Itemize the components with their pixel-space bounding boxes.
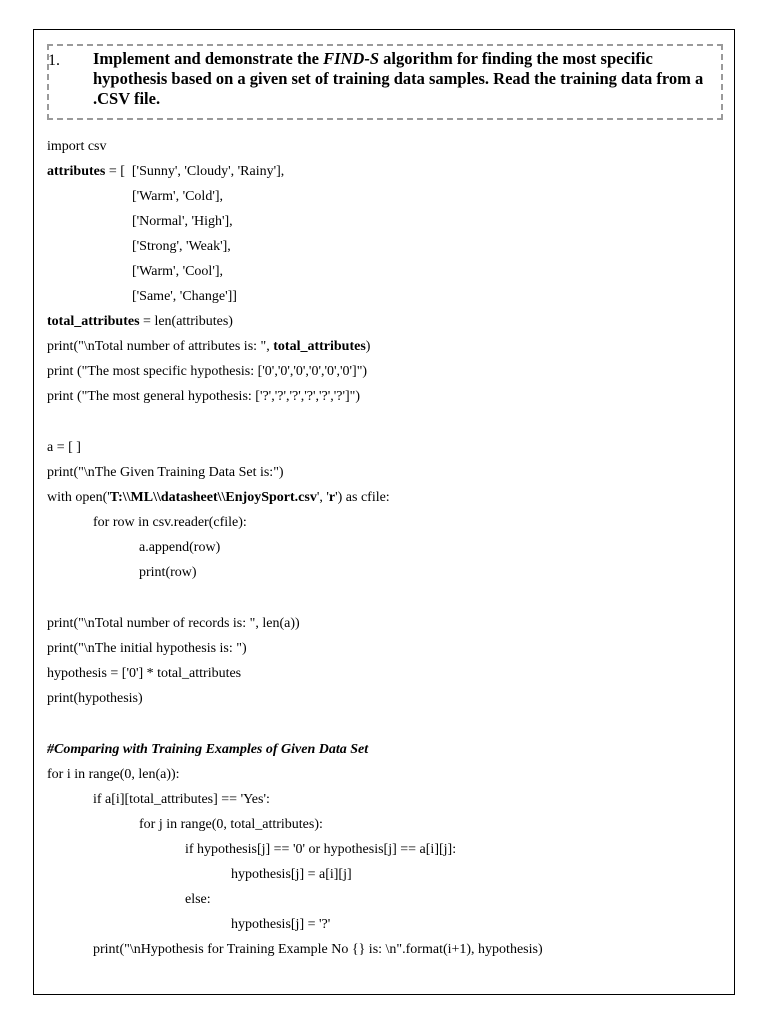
code-text: ') as cfile:: [335, 490, 390, 505]
code-line-6: ['Warm', 'Cool'],: [132, 264, 223, 279]
code-keyword: total_attributes: [47, 314, 140, 329]
code-text: ): [365, 339, 371, 354]
code-line-23: for i in range(0, len(a)):: [47, 767, 180, 782]
code-text: print("\nTotal number of attributes is: ",: [47, 339, 274, 354]
task-number: 1.: [48, 52, 60, 69]
code-line-8: [47, 313, 233, 331]
code-line-25: for j in range(0, total_attributes):: [139, 817, 323, 832]
code-line-24: if a[i][total_attributes] == 'Yes':: [93, 792, 270, 807]
code-keyword: total_attributes: [273, 339, 366, 354]
code-line-18: print("\nTotal number of records is: ", len(a)): [47, 616, 300, 631]
code-file-mode: r: [328, 490, 336, 505]
code-line-29: hypothesis[j] = '?': [231, 917, 331, 932]
task-title-algorithm: FIND-S: [323, 49, 380, 68]
code-line-11: print ("The most general hypothesis: ['?','?','?','?','?','?']"): [47, 389, 361, 404]
code-line-26: if hypothesis[j] == '0' or hypothesis[j] == a[i][j]:: [185, 842, 457, 857]
code-line-28: else:: [185, 892, 211, 907]
code-line-12: a = [ ]: [47, 440, 81, 455]
code-line-3: ['Warm', 'Cold'],: [132, 189, 223, 204]
code-line-20: hypothesis = ['0'] * total_attributes: [47, 666, 242, 681]
code-text: with open(': [47, 490, 110, 505]
code-line-14: [47, 489, 390, 507]
code-line-9: [47, 338, 370, 356]
code-comment: #Comparing with Training Examples of Given Data Set: [47, 742, 369, 757]
code-line-30: print("\nHypothesis for Training Example No {} is: \n".format(i+1), hypothesis): [93, 942, 543, 957]
code-line-15: for row in csv.reader(cfile):: [93, 515, 247, 530]
code-line-2: [47, 163, 284, 181]
code-line-7: ['Same', 'Change']]: [132, 289, 237, 304]
code-line-16: a.append(row): [139, 540, 221, 555]
task-title: [93, 49, 718, 109]
code-line-21: print(hypothesis): [47, 691, 143, 706]
code-line-19: print("\nThe initial hypothesis is: "): [47, 641, 247, 656]
code-line-27: hypothesis[j] = a[i][j]: [231, 867, 352, 882]
task-title-end: algorithm for finding the most specific hypothesis based on a given set of training data samples. Read the training data from a .CSV file.: [93, 49, 704, 108]
code-line-13: print("\nThe Given Training Data Set is:"): [47, 465, 284, 480]
code-text: ', ': [316, 490, 329, 505]
code-text: = len(attributes): [139, 314, 233, 329]
code-line-5: ['Strong', 'Weak'],: [132, 239, 231, 254]
code-line-1: import csv: [47, 139, 107, 154]
code-file-path: T:\\ML\\datasheet\\EnjoySport.csv: [109, 490, 317, 505]
code-keyword: attributes: [47, 164, 106, 179]
code-text: = [ ['Sunny', 'Cloudy', 'Rainy'],: [105, 164, 285, 179]
code-line-4: ['Normal', 'High'],: [132, 214, 233, 229]
task-title-start: Implement and demonstrate the: [93, 49, 324, 68]
code-line-10: print ("The most specific hypothesis: ['0','0','0','0','0','0']"): [47, 364, 368, 379]
code-line-17: print(row): [139, 565, 197, 580]
